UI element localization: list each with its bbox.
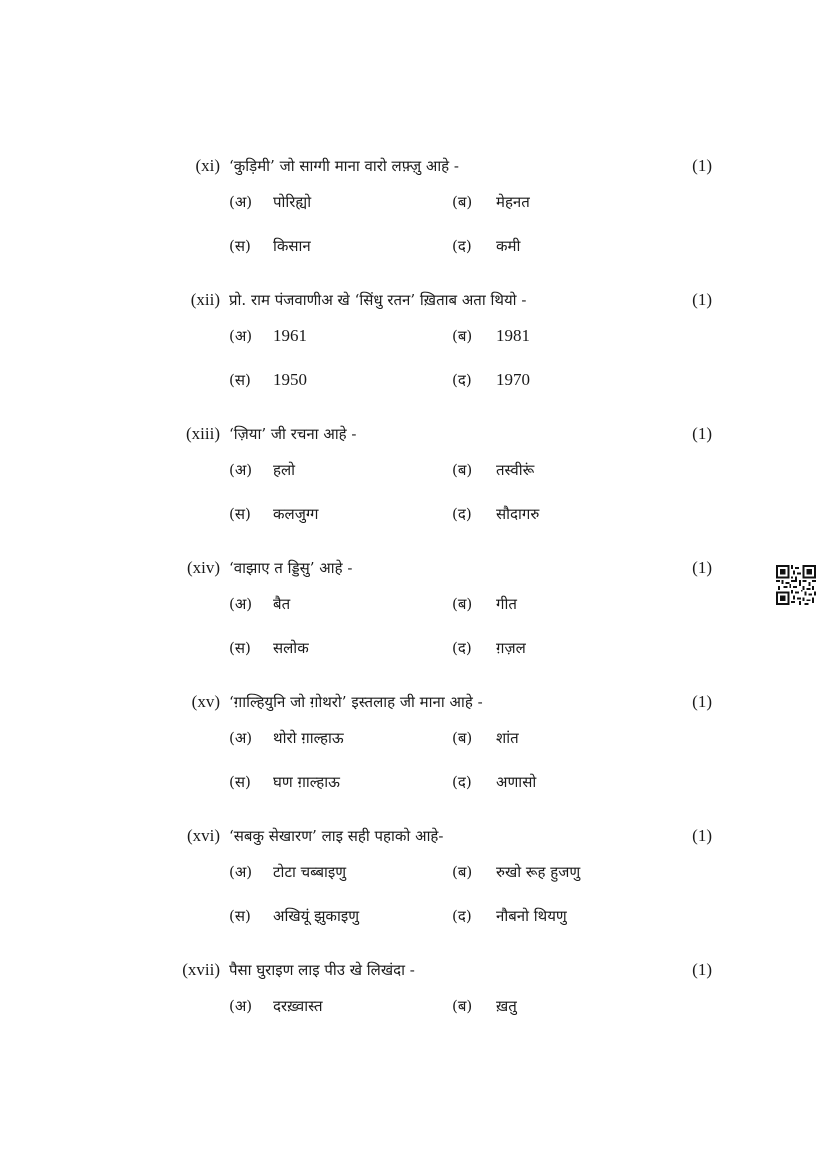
option-text: मेहनत <box>496 193 530 211</box>
question-text: पैसा घुराइण लाइ पीउ खे लिखंदा - <box>229 961 415 979</box>
option-text: दरख़्वास्त <box>273 997 323 1015</box>
option-text: पोरिह्यो <box>273 193 312 211</box>
option-label: (ब) <box>452 193 473 211</box>
question-number: (xiv) <box>186 558 220 577</box>
question-number: (xv) <box>191 692 220 711</box>
option-text: 1981 <box>496 326 530 345</box>
question-text: ‘कुड़िमी’ जो साग्गी माना वारो लफ़्ज़ु आहे - <box>229 157 459 175</box>
option-label: (स) <box>229 773 251 791</box>
question-text: ‘ग़ाल्हियुनि जो ग़ोथरो’ इस्तलाह जी माना आहे - <box>229 693 483 711</box>
option-label: (स) <box>229 505 251 523</box>
option-label: (अ) <box>229 997 253 1015</box>
question-marks: (1) <box>692 692 712 711</box>
option-text: सौदागरु <box>496 505 540 523</box>
option-label: (अ) <box>229 327 253 345</box>
option-label: (स) <box>229 639 251 657</box>
option-label: (द) <box>452 773 472 791</box>
option-label: (ब) <box>452 461 473 479</box>
option-label: (द) <box>452 505 472 523</box>
option-text: किसान <box>273 237 311 255</box>
question-number: (xvi) <box>186 826 220 845</box>
question-xvi <box>0 825 827 959</box>
option-label: (द) <box>452 639 472 657</box>
question-text: ‘सबकु सेखारण’ लाइ सही पहाको आहे- <box>229 827 444 845</box>
question-text: प्रो. राम पंजवाणीअ खे ‘सिंधु रतन’ ख़िताब अता थियो - <box>229 291 527 309</box>
option-label: (द) <box>452 907 472 925</box>
option-text: कलजुग्ग <box>273 505 319 523</box>
option-text: थोरो ग़ाल्हाऊ <box>273 729 344 747</box>
option-text: तस्वीरूं <box>496 461 535 479</box>
option-text: 1950 <box>273 370 307 389</box>
option-label: (द) <box>452 371 472 389</box>
option-text: हलो <box>273 461 296 479</box>
option-text: घण ग़ाल्हाऊ <box>273 773 340 791</box>
option-text: ख़तु <box>496 997 517 1015</box>
option-label: (स) <box>229 371 251 389</box>
option-text: ग़ज़ल <box>496 639 526 657</box>
option-label: (ब) <box>452 595 473 613</box>
option-label: (अ) <box>229 461 253 479</box>
option-text: सलोक <box>273 639 309 657</box>
question-text: ‘वाझाए त ड्डिसु’ आहे - <box>229 559 353 577</box>
option-label: (ब) <box>452 997 473 1015</box>
question-text: ‘ज़िया’ जी रचना आहे - <box>229 425 357 443</box>
option-text: 1961 <box>273 326 307 345</box>
question-xii <box>0 289 827 423</box>
question-marks: (1) <box>692 290 712 309</box>
question-marks: (1) <box>692 558 712 577</box>
option-label: (ब) <box>452 863 473 881</box>
question-number: (xi) <box>195 156 220 175</box>
question-xi <box>0 155 827 289</box>
question-marks: (1) <box>692 424 712 443</box>
qr-code-icon <box>776 565 816 605</box>
question-marks: (1) <box>692 826 712 845</box>
question-xvii <box>0 959 827 1093</box>
option-text: टोटा चब्बाइणु <box>273 863 347 881</box>
question-xiii <box>0 423 827 557</box>
option-text: 1970 <box>496 370 530 389</box>
option-text: शांत <box>496 729 519 747</box>
question-xiv <box>0 557 827 691</box>
option-text: नौबनो थियणु <box>496 907 567 925</box>
question-number: (xiii) <box>186 424 220 443</box>
question-xv <box>0 691 827 825</box>
option-text: कमी <box>496 237 521 255</box>
option-label: (स) <box>229 237 251 255</box>
question-number: (xii) <box>190 290 220 309</box>
option-label: (द) <box>452 237 472 255</box>
option-text: रुखो रूह हुजणु <box>496 863 581 881</box>
question-number: (xvii) <box>182 960 220 979</box>
question-marks: (1) <box>692 960 712 979</box>
option-label: (अ) <box>229 193 253 211</box>
option-label: (अ) <box>229 729 253 747</box>
option-label: (ब) <box>452 729 473 747</box>
option-text: बैत <box>273 595 291 613</box>
question-marks: (1) <box>692 156 712 175</box>
option-label: (अ) <box>229 863 253 881</box>
option-text: अणासो <box>496 773 537 791</box>
option-label: (अ) <box>229 595 253 613</box>
option-label: (स) <box>229 907 251 925</box>
option-label: (ब) <box>452 327 473 345</box>
option-text: अखियूं झुकाइणु <box>273 907 360 925</box>
option-text: गीत <box>496 595 517 613</box>
